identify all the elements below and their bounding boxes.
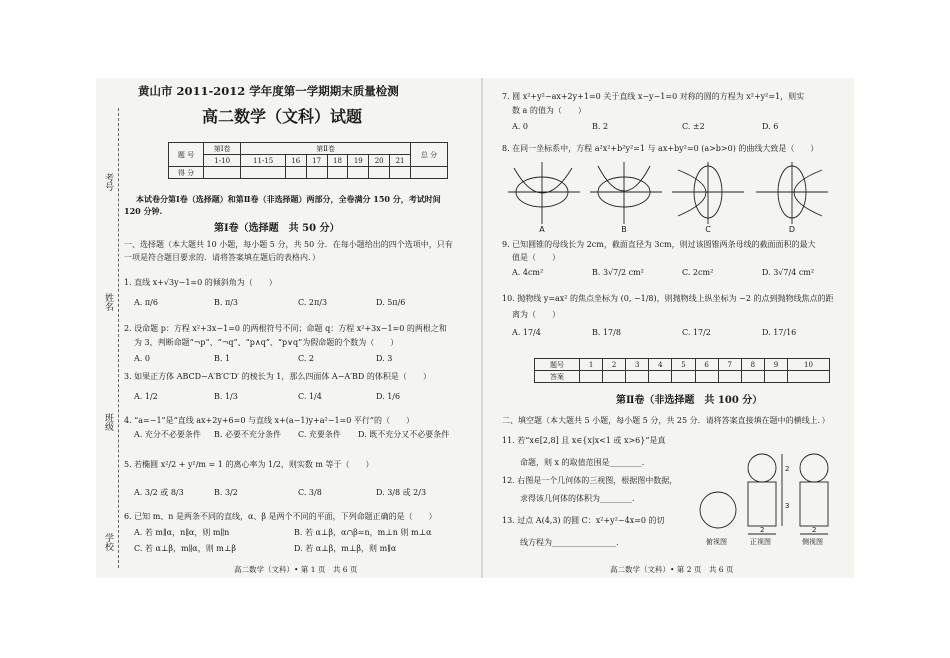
option: D. 若 α⊥β，m⊥β，则 m∥α (294, 544, 397, 553)
question-10: 离为（ ） (512, 310, 560, 319)
option: C. 2cm² (682, 268, 714, 277)
section-heading: 第Ⅱ卷（非选择题 共 100 分） (616, 395, 763, 406)
dim-label: 3 (785, 502, 790, 510)
page-footer: 高二数学（文科）• 第 1 页 共 6 页 (234, 565, 358, 574)
question-12: 求得该几何体的体积为________. (520, 494, 635, 503)
figure-b (590, 162, 662, 234)
question-3: 3. 如果正方体 ABCD−A′B′C′D′ 的棱长为 1，那么四面体 A−A′BD 的体积是（ ） (124, 372, 431, 381)
option: A. 1/2 (134, 392, 158, 401)
score-table-header: 得 分 (169, 167, 204, 179)
score-table-total: 总 分 (411, 143, 448, 167)
view-label: 正视图 (750, 538, 771, 546)
score-cell[interactable] (327, 167, 348, 179)
option: A. π/6 (134, 298, 158, 307)
option: C. 2π/3 (298, 298, 328, 307)
option: B. 1/3 (214, 392, 238, 401)
answer-table-num: 10 (787, 359, 829, 371)
answer-cell[interactable] (580, 371, 603, 383)
score-table-col: 17 (306, 155, 327, 167)
figure-c (672, 162, 744, 234)
score-cell[interactable] (285, 167, 306, 179)
question-13: 13. 过点 A(4,3) 的圆 C：x²+y²−4x=0 的切 (502, 516, 665, 525)
question-11: 11. 若“x∈[2,8] 且 x∈{x|x<1 或 x>6}”是真 (502, 436, 666, 445)
option: D. 1/6 (376, 392, 401, 401)
question-7: 数 a 的值为（ ） (512, 106, 586, 115)
option: C. 1/4 (298, 392, 322, 401)
three-views-figure (688, 440, 838, 548)
option: A. 3/2 或 8/3 (134, 488, 184, 497)
answer-cell[interactable] (626, 371, 649, 383)
dim-label: 2 (760, 526, 765, 534)
score-table-header: 题 号 (169, 143, 204, 167)
binding-label: 学校 (103, 533, 113, 551)
answer-table-header: 题号 (535, 359, 580, 371)
score-table-col: 20 (369, 155, 390, 167)
option: B. 17/8 (592, 328, 621, 337)
answer-cell[interactable] (672, 371, 695, 383)
question-10: 10. 抛物线 y=ax² 的焦点坐标为 (0, −1/8)，则抛物线上纵坐标为 −2 的点到抛物线焦点的距 (502, 294, 834, 303)
answer-cell[interactable] (718, 371, 741, 383)
answer-cell[interactable] (649, 371, 672, 383)
score-table-col: 16 (285, 155, 306, 167)
question-12: 12. 右图是一个几何体的三视图，根据图中数据， (502, 476, 678, 485)
option: D. 17/16 (762, 328, 797, 337)
answer-cell[interactable] (787, 371, 829, 383)
exam-header: 黄山市 2011-2012 学年度第一学期期末质量检测 (138, 84, 399, 98)
svg-text:A: A (539, 225, 545, 234)
question-2: 2. 设命题 p：方程 x²+3x−1=0 的两根符号不同；命题 q：方程 x²+3x−1=0 的两根之和 (124, 324, 447, 333)
option: A. 充分不必要条件 (134, 430, 201, 439)
answer-table-header: 答案 (535, 371, 580, 383)
question-11: 命题，则 x 的取值范围是________. (520, 458, 645, 467)
figure-d (756, 162, 828, 234)
score-cell[interactable] (369, 167, 390, 179)
answer-table-num: 4 (649, 359, 672, 371)
binding-label: 班级 (103, 413, 113, 431)
score-cell[interactable] (411, 167, 448, 179)
dim-label: 2 (785, 465, 790, 473)
score-cell[interactable] (306, 167, 327, 179)
score-table-part1: 第Ⅰ卷 (204, 143, 241, 155)
question-9: 9. 已知圆锥的母线长为 2cm，截面直径为 3cm，则过该圆锥两条母线的截面面积的最大 (502, 240, 816, 249)
option: B. 3√7/2 cm² (592, 268, 644, 277)
option: C. 充要条件 (298, 430, 341, 439)
option: C. ±2 (682, 122, 705, 131)
option: C. 若 α⊥β，m∥α，则 m⊥β (134, 544, 236, 553)
instructions: 二、填空题（本大题共 5 小题，每小题 5 分，共 25 分．请将答案直接填在题中的横线上．） (502, 416, 830, 425)
page-fold (481, 78, 483, 578)
score-table-col: 21 (390, 155, 411, 167)
figure-a (508, 162, 580, 234)
section-heading: 第Ⅰ卷（选择题 共 50 分） (214, 223, 340, 234)
question-5: 5. 若椭圆 x²/2 + y²/m = 1 的离心率为 1/2，则实数 m 等于（ ） (124, 460, 374, 469)
option: A. 4cm² (512, 268, 544, 277)
score-table-part2: 第Ⅱ卷 (241, 143, 411, 155)
option: B. π/3 (214, 298, 239, 307)
option: A. 若 m∥α，n∥α，则 m∥n (134, 528, 230, 537)
side-view-cylinder (800, 482, 828, 526)
binding-label: 考号 (103, 173, 113, 191)
dim-label: 2 (812, 526, 817, 534)
question-7: 7. 圆 x²+y²−ax+2y+1=0 关于直线 x−y−1=0 对称的圆的方程为 x²+y²=1，则实 (502, 92, 805, 101)
option: D. 3√7/4 cm² (762, 268, 815, 277)
score-table (168, 142, 448, 179)
option: C. 2 (298, 354, 315, 363)
question-13: 线方程为________________. (520, 538, 619, 547)
score-cell[interactable] (348, 167, 369, 179)
option: B. 必要不充分条件 (214, 430, 281, 439)
answer-table-num: 3 (626, 359, 649, 371)
answer-table (534, 358, 830, 383)
answer-cell[interactable] (695, 371, 718, 383)
binding-label: 姓名 (103, 293, 113, 311)
answer-table-num: 2 (603, 359, 626, 371)
score-cell[interactable] (390, 167, 411, 179)
front-view-cylinder (748, 482, 776, 526)
view-label: 侧视图 (802, 538, 823, 546)
score-cell[interactable] (204, 167, 241, 179)
option: A. 17/4 (512, 328, 541, 337)
side-view-sphere (800, 454, 828, 482)
question-6: 6. 已知 m、n 是两条不同的直线，α、β 是两个不同的平面，下列命题正确的是（ ） (124, 512, 437, 521)
option: D. 5π/6 (376, 298, 406, 307)
curve-figures (502, 158, 832, 234)
option: D. 既不充分又不必要条件 (358, 430, 450, 439)
option: D. 3 (376, 354, 393, 363)
answer-cell[interactable] (764, 371, 787, 383)
instructions: 一项是符合题目要求的．请将答案填在题后的表格内．） (124, 253, 320, 262)
front-view-sphere (748, 454, 776, 482)
page-left (110, 78, 470, 578)
question-8: 8. 在同一坐标系中，方程 a²x²+b²y²=1 与 ax+by²=0 (a>b>0) 的曲线大致是（ ） (502, 144, 819, 153)
answer-table-num: 5 (672, 359, 695, 371)
score-table-col: 19 (348, 155, 369, 167)
option: C. 17/2 (682, 328, 711, 337)
intro-line: 本试卷分第Ⅰ卷（选择题）和第Ⅱ卷（非选择题）两部分，全卷满分 150 分，考试时间 (136, 194, 441, 204)
option: A. 0 (512, 122, 528, 131)
score-table-col: 18 (327, 155, 348, 167)
answer-cell[interactable] (741, 371, 764, 383)
answer-table-num: 8 (741, 359, 764, 371)
answer-table-num: 6 (695, 359, 718, 371)
option: B. 1 (214, 354, 231, 363)
option: A. 0 (134, 354, 150, 363)
page-footer: 高二数学（文科）• 第 2 页 共 6 页 (610, 565, 734, 574)
question-4: 4. “a=−1”是“直线 ax+2y+6=0 与直线 x+(a−1)y+a²−1=0 平行”的（ ） (124, 416, 414, 425)
option: D. 6 (762, 122, 779, 131)
intro-line: 120 分钟. (124, 206, 163, 216)
score-table-col: 11-15 (241, 155, 286, 167)
answer-table-num: 7 (718, 359, 741, 371)
answer-table-num: 9 (764, 359, 787, 371)
svg-text:C: C (705, 225, 711, 234)
view-label: 俯视图 (706, 538, 727, 546)
exam-title: 高二数学（文科）试题 (202, 107, 363, 126)
top-view-circle (700, 492, 736, 528)
svg-text:B: B (621, 225, 627, 234)
score-table-col: 1-10 (204, 155, 241, 167)
option: C. 3/8 (298, 488, 322, 497)
option: D. 3/8 或 2/3 (376, 488, 427, 497)
answer-table-num: 1 (580, 359, 603, 371)
page-right (492, 78, 842, 578)
instructions: 一、选择题（本大题共 10 小题，每小题 5 分，共 50 分．在每小题给出的四个选项中，只有 (124, 240, 453, 249)
option: B. 2 (592, 122, 609, 131)
question-1: 1. 直线 x+√3y−1=0 的倾斜角为（ ） (124, 278, 277, 287)
score-cell[interactable] (241, 167, 286, 179)
option: B. 3/2 (214, 488, 238, 497)
option: B. 若 α⊥β，α∩β=n，m⊥n 则 m⊥α (294, 528, 432, 537)
question-9: 值是（ ） (512, 253, 560, 262)
svg-text:D: D (788, 225, 796, 234)
question-2: 为 3，判断命题“¬p”、“¬q”、“p∧q”、“p∨q”为假命题的个数为（ ） (134, 338, 399, 347)
answer-cell[interactable] (603, 371, 626, 383)
